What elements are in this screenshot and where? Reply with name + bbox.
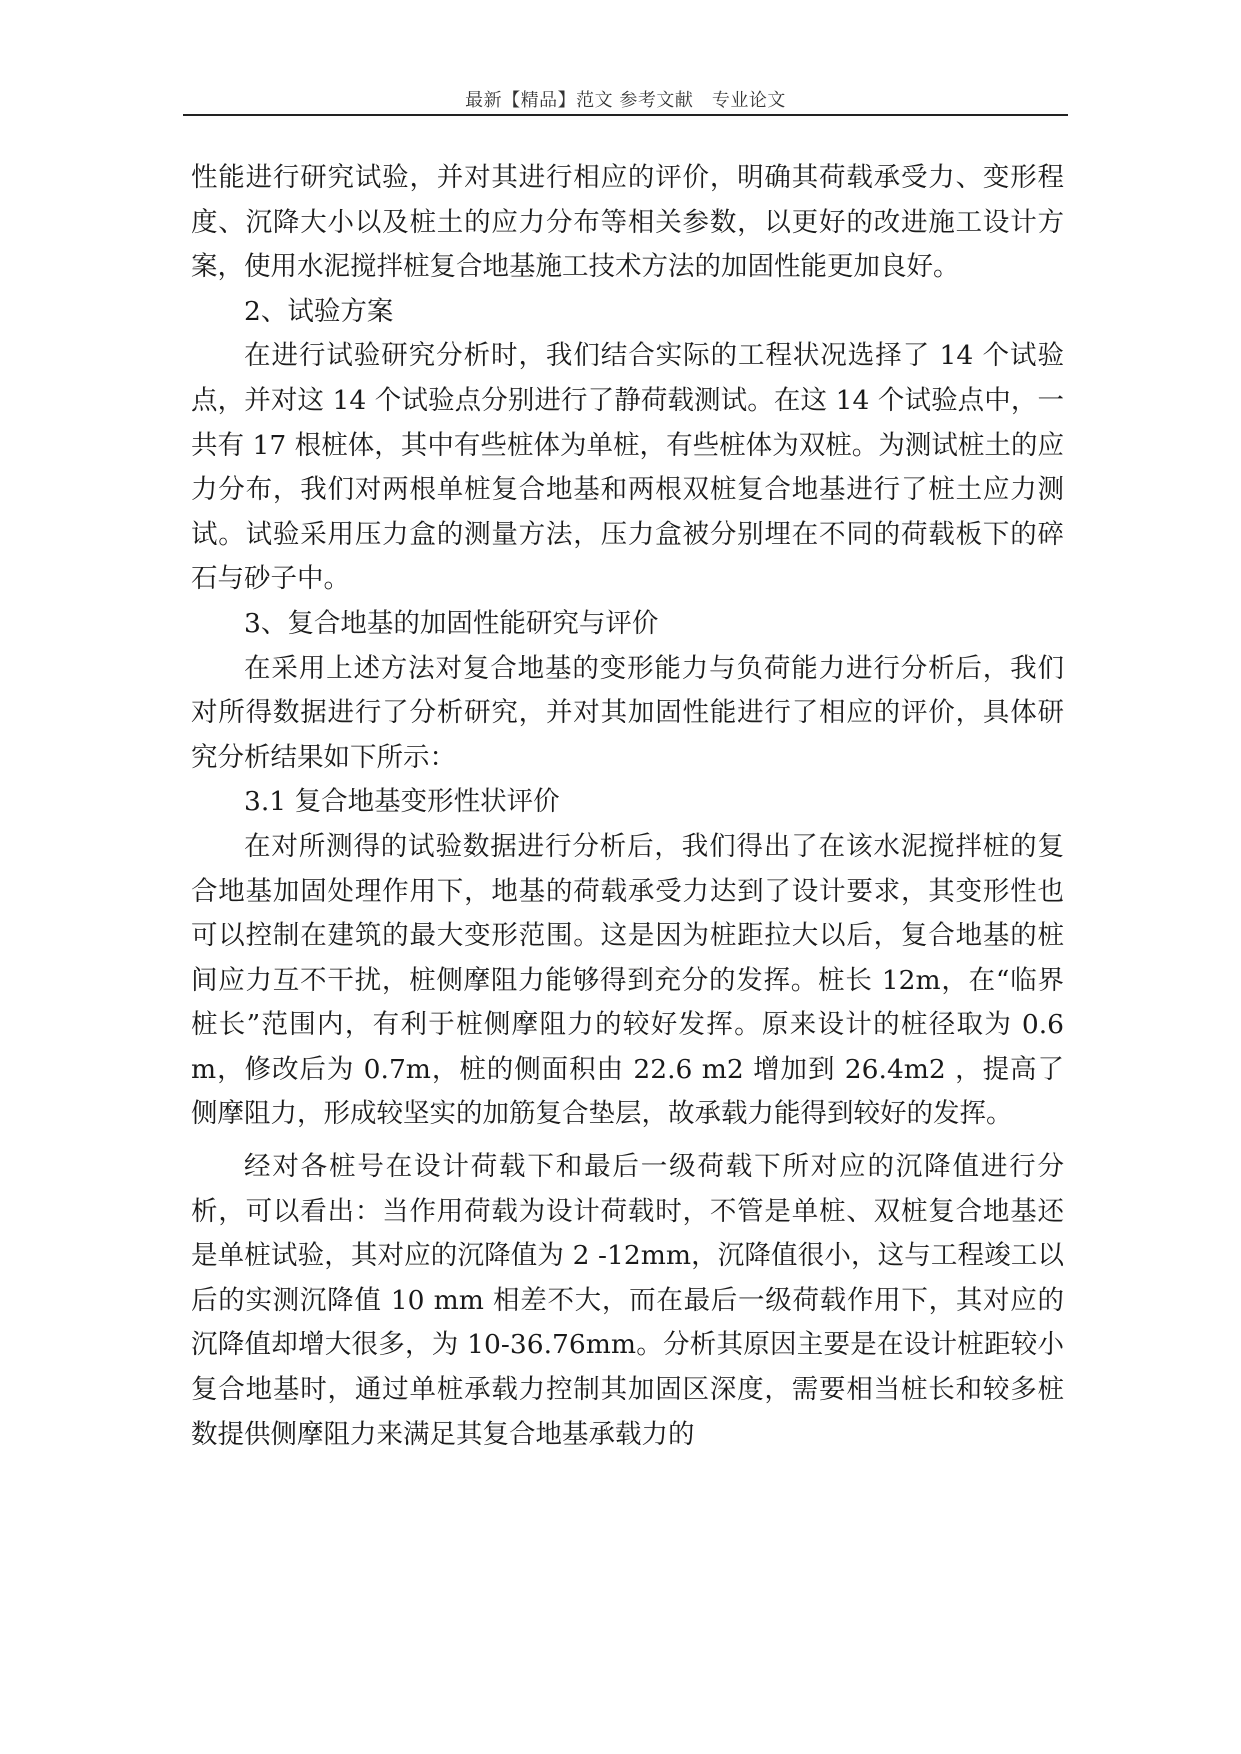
paragraph-analysis-intro: 在采用上述方法对复合地基的变形能力与负荷能力进行分析后，我们对所得数据进行了分析研究，并对其加固性能进行了相应的评价，具体研究分析结果如下所示： — [191, 652, 1064, 773]
paragraph-deformation: 在对所测得的试验数据进行分析后，我们得出了在该水泥搅拌桩的复合地基加固处理作用下，地基的荷载承受力达到了设计要求，其变形性也可以控制在建筑的最大变形范围。这是因为桩距拉大以后，复合地基的桩间应力互不干扰，桩侧摩阻力能够得到充分的发挥。桩长 12m，在“临界桩长”范围内，有利于桩侧摩阻力的较好发挥。原来设计的桩径取为 0.6m，修改后为 0.7m，桩的侧面积由 22.6 m2 增加到 26.4m2 ，提高了侧摩阻力，形成较坚实的加筋复合垫层，故承载力能得到较好的发挥。 — [191, 830, 1064, 1130]
header-rule — [183, 114, 1068, 116]
page-header: 最新【精品】范文 参考文献 专业论文 — [465, 90, 786, 111]
paragraph-gap — [191, 1137, 1064, 1145]
paragraph-settlement: 经对各桩号在设计荷载下和最后一级荷载下所对应的沉降值进行分析，可以看出：当作用荷载为设计荷载时，不管是单桩、双桩复合地基还是单桩试验，其对应的沉降值为 2 -12mm，沉降值很小，这与工程竣工以后的实测沉降值 10 mm 相差不大，而在最后一级荷载作用下，其对应的沉降值却增大很多，为 10-36.76mm。分析其原因主要是在设计桩距较小复合地基时，通过单桩承载力控制其加固区深度，需要相当桩长和较多桩数提供侧摩阻力来满足其复合地基承载力的 — [191, 1151, 1064, 1450]
paragraph-test-plan: 在进行试验研究分析时，我们结合实际的工程状况选择了 14 个试验点，并对这 14 个试验点分别进行了静荷载测试。在这 14 个试验点中，一共有 17 根桩体，其中有些桩体为单桩，有些桩体为双桩。为测试桩土的应力分布，我们对两根单桩复合地基和两根双桩复合地基进行了桩土应力测试。试验采用压力盒的测量方法，压力盒被分别埋在不同的荷载板下的碎石与砂子中。 — [191, 340, 1064, 595]
paragraph-intro: 性能进行研究试验，并对其进行相应的评价，明确其荷载承受力、变形程度、沉降大小以及桩土的应力分布等相关参数，以更好的改进施工设计方案，使用水泥搅拌桩复合地基施工技术方法的加固性能更加良好。 — [191, 162, 1064, 283]
section-heading-2: 2、试验方案 — [244, 295, 394, 327]
section-heading-3-1: 3.1 复合地基变形性状评价 — [244, 786, 560, 818]
section-heading-3: 3、复合地基的加固性能研究与评价 — [244, 607, 659, 639]
document-body — [191, 156, 1064, 1457]
